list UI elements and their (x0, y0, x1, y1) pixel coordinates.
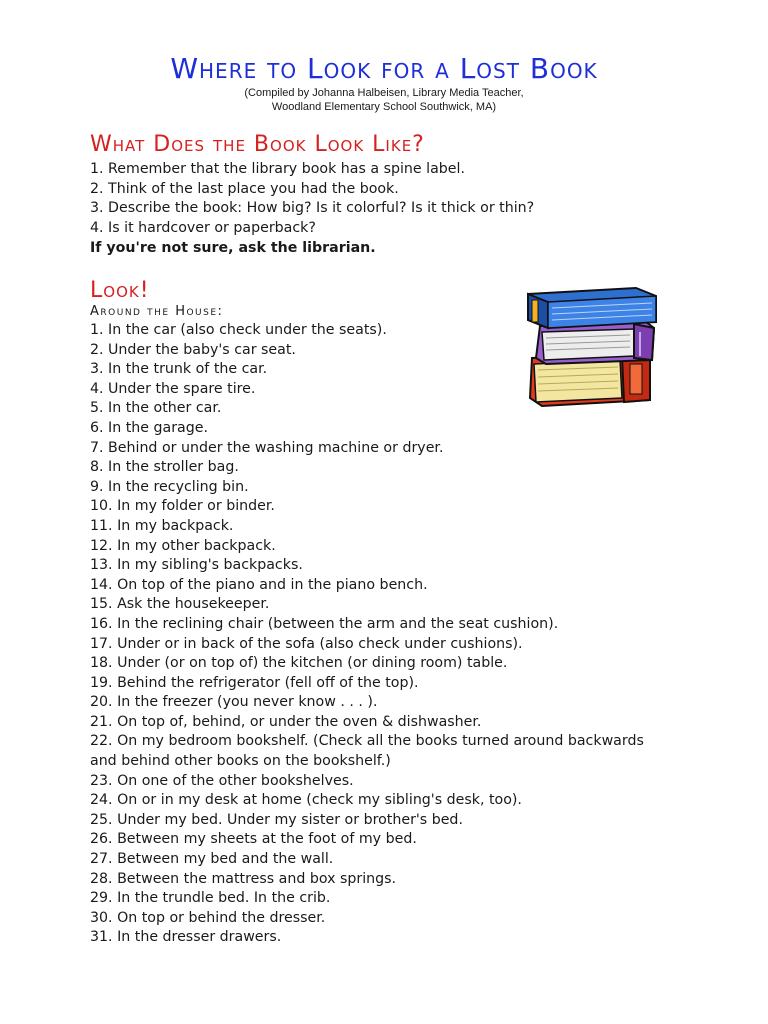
credit-block (0, 86, 768, 114)
list-item: 23. On one of the other bookshelves. (90, 772, 354, 789)
list-item: 5. In the other car. (90, 400, 222, 417)
list-item: 7. Behind or under the washing machine or dryer. (90, 439, 444, 456)
section-heading-book-description: What Does the Book Look Like? (90, 132, 425, 157)
list-item: 30. On top or behind the dresser. (90, 909, 326, 926)
list-item: 4. Is it hardcover or paperback? (90, 219, 316, 236)
book-description-list (90, 160, 534, 238)
list-item: 18. Under (or on top of) the kitchen (or dining room) table. (90, 655, 508, 672)
section-heading-look: Look! (90, 278, 150, 303)
list-item: 21. On top of, behind, or under the oven & dishwasher. (90, 713, 482, 730)
list-item: 2. Under the baby's car seat. (90, 341, 296, 358)
list-item: 3. In the trunk of the car. (90, 361, 268, 378)
list-item: 31. In the dresser drawers. (90, 929, 282, 946)
list-item: 9. In the recycling bin. (90, 478, 249, 495)
list-item: 28. Between the mattress and box springs. (90, 870, 397, 887)
list-item: 17. Under or in back of the sofa (also check under cushions). (90, 635, 523, 652)
list-item: 8. In the stroller bag. (90, 459, 239, 476)
around-the-house-list (90, 321, 650, 948)
list-item: 22. On my bedroom bookshelf. (Check all the books turned around backwards and behind other books on the bookshelf.) (90, 733, 644, 770)
list-item: 12. In my other backpack. (90, 537, 276, 554)
ask-librarian-note: If you're not sure, ask the librarian. (90, 240, 376, 256)
credit-line-2: Woodland Elementary School Southwick, MA) (271, 101, 497, 113)
list-item: 24. On or in my desk at home (check my sibling's desk, too). (90, 792, 522, 809)
list-item: 1. In the car (also check under the seats). (90, 322, 387, 338)
list-item: 14. On top of the piano and in the piano bench. (90, 576, 428, 593)
list-item: 19. Behind the refrigerator (fell off of the top). (90, 674, 419, 691)
list-item: 15. Ask the housekeeper. (90, 596, 270, 613)
list-item: 13. In my sibling's backpacks. (90, 557, 303, 574)
list-item: 11. In my backpack. (90, 517, 234, 534)
list-item: 20. In the freezer (you never know . . . ). (90, 694, 378, 711)
list-item: 10. In my folder or binder. (90, 498, 275, 515)
around-the-house-subheading: Around the House: (90, 304, 224, 319)
list-item: 25. Under my bed. Under my sister or brother's bed. (90, 811, 463, 828)
list-item: 27. Between my bed and the wall. (90, 851, 334, 868)
list-item: 6. In the garage. (90, 419, 208, 436)
list-item: 2. Think of the last place you had the book. (90, 180, 399, 197)
list-item: 1. Remember that the library book has a spine label. (90, 161, 465, 177)
page-title: Where to Look for a Lost Book (170, 52, 598, 85)
list-item: 29. In the trundle bed. In the crib. (90, 890, 331, 907)
list-item: 3. Describe the book: How big? Is it colorful? Is it thick or thin? (90, 200, 535, 217)
credit-line-1: (Compiled by Johanna Halbeisen, Library Media Teacher, (244, 87, 524, 99)
list-item: 4. Under the spare tire. (90, 380, 256, 397)
list-item: 16. In the reclining chair (between the arm and the seat cushion). (90, 615, 559, 632)
list-item: 26. Between my sheets at the foot of my bed. (90, 831, 417, 848)
